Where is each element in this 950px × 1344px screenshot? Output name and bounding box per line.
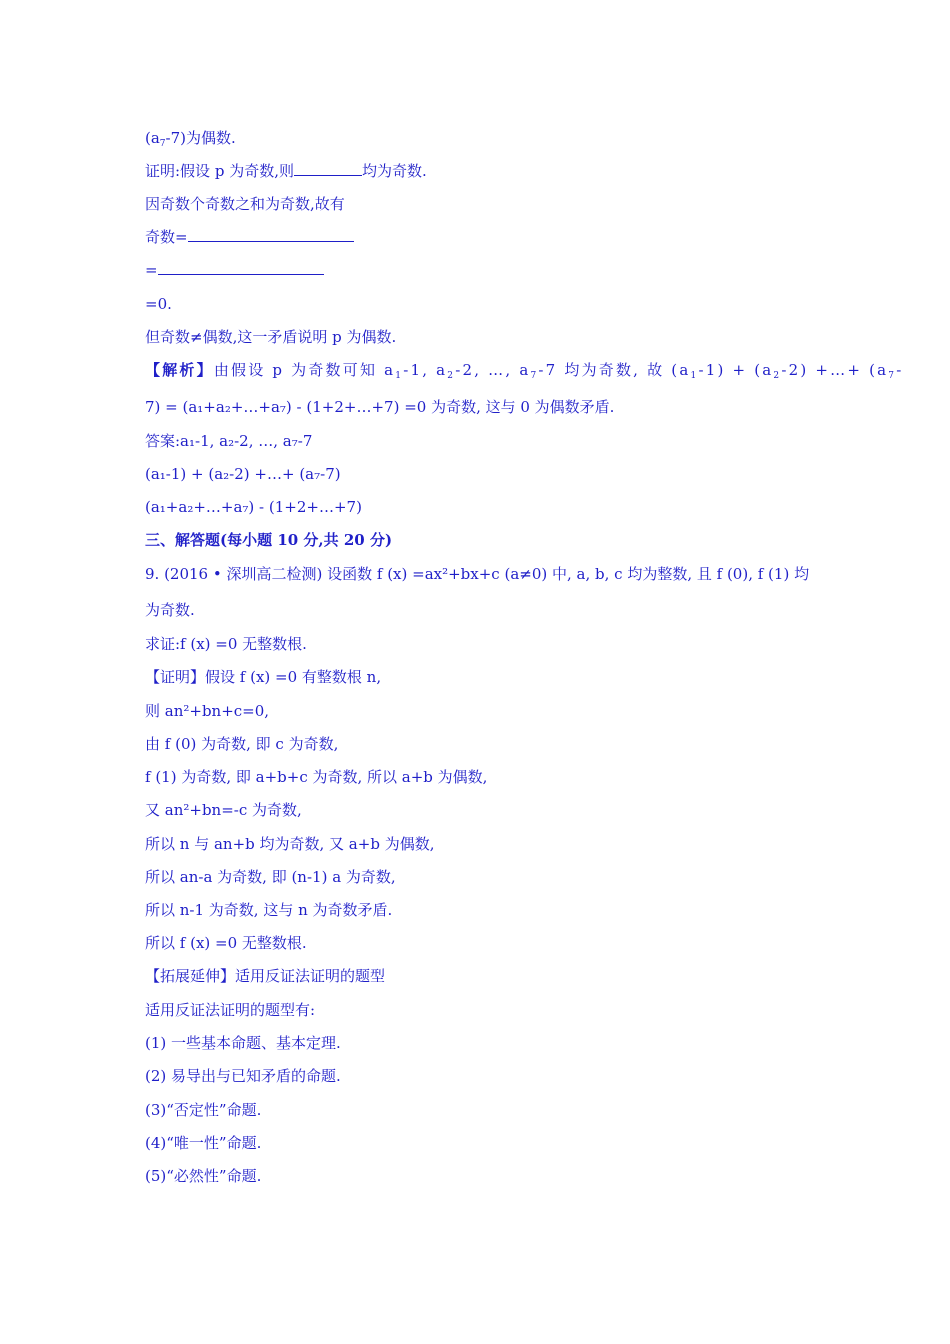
text-line-5: = xyxy=(145,260,825,280)
text-line-20: f (1) 为奇数, 即 a+b+c 为奇数, 所以 a+b 为偶数, xyxy=(145,768,488,786)
list-item-3: (3)“否定性”命题. xyxy=(145,1101,262,1119)
text-line-23: 所以 an-a 为奇数, 即 (n-1) a 为奇数, xyxy=(145,868,396,886)
text-line-19: 由 f (0) 为奇数, 即 c 为奇数, xyxy=(145,735,339,753)
text-line-7: 但奇数≠偶数,这一矛盾说明 p 为偶数. xyxy=(145,328,397,346)
problem-9: 9. (2016 • 深圳高二检测) 设函数 f (x) =ax²+bx+c (a≠0) 中, a, b, c 均为整数, 且 f (0), f (1) 均 xyxy=(145,565,810,583)
prove-line: 求证:f (x) =0 无整数根. xyxy=(145,635,307,653)
fill-blank-1[interactable] xyxy=(294,161,362,176)
text-line-22: 所以 n 与 an+b 均为奇数, 又 a+b 为偶数, xyxy=(145,835,435,853)
text-line-3: 因奇数个奇数之和为奇数,故有 xyxy=(145,195,345,213)
text-line-25: 所以 f (x) =0 无整数根. xyxy=(145,934,307,952)
text-line-9: 7) = (a₁+a₂+…+a₇) - (1+2+…+7) =0 为奇数, 这与 0 为偶数矛盾. xyxy=(145,398,615,416)
text-line-24: 所以 n-1 为奇数, 这与 n 为奇数矛盾. xyxy=(145,901,393,919)
list-item-4: (4)“唯一性”命题. xyxy=(145,1134,262,1152)
extension-heading: 【拓展延伸】适用反证法证明的题型 xyxy=(145,967,386,985)
text-line-11: (a₁-1) + (a₂-2) +…+ (a₇-7) xyxy=(145,465,341,483)
text-line-4: 奇数= xyxy=(145,227,825,247)
text-line-21: 又 an²+bn=-c 为奇数, xyxy=(145,801,302,819)
text-line-1: $(a_7-7)$为偶数. xyxy=(145,129,236,149)
section-heading: 三、解答题(每小题 10 分,共 20 分) xyxy=(145,531,393,549)
fill-blank-3[interactable] xyxy=(158,260,324,275)
answer-line: 答案:a₁-1, a₂-2, …, a₇-7 xyxy=(145,432,313,450)
text-line-6: =0. xyxy=(145,295,172,313)
text-line-27: 适用反证法证明的题型有: xyxy=(145,1001,316,1019)
fill-blank-2[interactable] xyxy=(188,227,354,242)
proof-start: 【证明】假设 f (x) =0 有整数根 n, xyxy=(145,668,382,686)
list-item-2: (2) 易导出与已知矛盾的命题. xyxy=(145,1067,341,1085)
text-line-12: (a₁+a₂+…+a₇) - (1+2+…+7) xyxy=(145,498,362,516)
text-line-2: 证明:假设 p 为奇数,则 均为奇数. xyxy=(145,162,427,180)
text-line-15: 为奇数. xyxy=(145,601,195,619)
list-item-1: (1) 一些基本命题、基本定理. xyxy=(145,1034,341,1052)
analysis-line: 【解析】由假设 p 为奇数可知 $a_1-1$, $a_2-2$, …, $a_7-7$ 均为奇数, 故 $(a_1-1) + (a_2-2)$ +…+ ($a_7-$ xyxy=(145,361,904,381)
text-line-18: 则 an²+bn+c=0, xyxy=(145,702,270,720)
analysis-tag: 【解析】 xyxy=(145,361,214,379)
list-item-5: (5)“必然性”命题. xyxy=(145,1167,262,1185)
